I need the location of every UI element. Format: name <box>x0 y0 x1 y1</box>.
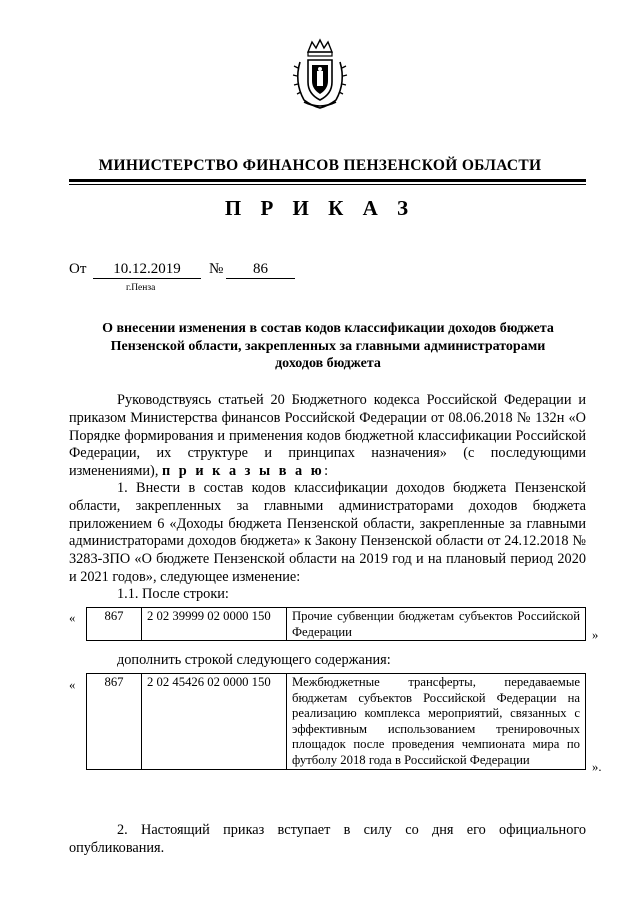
row-after-close-quote: » <box>592 628 599 642</box>
preamble-paragraph <box>69 392 586 481</box>
order-colon: : <box>324 463 329 480</box>
order-title: О внесении изменения в состав кодов классификации доходов бюджета Пензенской области, закрепленных за главными администраторами доходов бюджета <box>102 321 554 371</box>
admin-code-cell: 867 <box>87 674 142 770</box>
row-after-table <box>86 607 586 641</box>
table-row <box>87 608 586 641</box>
row-new-close-quote: ». <box>592 760 602 774</box>
income-name-cell: Межбюджетные трансферты, передаваемые бюджетам субъектов Российской Федерации на реализацию комплекса мероприятий, связанных с эффективным использованием тренировочных площадок после проведения чемпионата мира по футболу 2018 года в Российской Федерации <box>287 674 586 770</box>
income-name-cell: Прочие субвенции бюджетам субъектов Российской Федерации <box>287 608 586 641</box>
preamble-text: Руководствуясь статьей 20 Бюджетного кодекса Российской Федерации и приказом Министерства финансов Российской Федерации от 08.06.2018 № 132н «О Порядке формирования и применения кодов бюджетной классификации Российской Федерации, их структуре и принципах назначения» (с последующими изменениями), <box>69 392 586 480</box>
date-prefix: От <box>69 261 87 277</box>
document-type: П Р И К А З <box>224 196 416 220</box>
order-word: п р и к а з ы в а ю <box>161 463 325 480</box>
row-after-open-quote: « <box>69 611 76 625</box>
item-2-paragraph: 2. Настоящий приказ вступает в силу со дня его официального опубликования. <box>69 822 586 856</box>
number-prefix: № <box>209 261 224 277</box>
order-date: 10.12.2019 <box>93 261 201 279</box>
header-rule-thick <box>69 179 586 182</box>
ministry-name: МИНИСТЕРСТВО ФИНАНСОВ ПЕНЗЕНСКОЙ ОБЛАСТИ <box>98 157 542 174</box>
row-new-table <box>86 673 586 770</box>
city-label: г.Пенза <box>126 283 156 293</box>
admin-code-cell: 867 <box>87 608 142 641</box>
order-number: 86 <box>226 261 295 279</box>
row-new-open-quote: « <box>69 678 76 692</box>
income-code-cell: 2 02 45426 02 0000 150 <box>142 674 287 770</box>
header-rule-thin <box>69 184 586 185</box>
item-1-1-paragraph: 1.1. После строки: <box>117 586 229 602</box>
add-line-paragraph: дополнить строкой следующего содержания: <box>117 652 391 668</box>
table-row <box>87 674 586 770</box>
income-code-cell: 2 02 39999 02 0000 150 <box>142 608 287 641</box>
coat-of-arms-icon <box>290 38 350 110</box>
item-1-paragraph: 1. Внести в состав кодов классификации доходов бюджета Пензенской области, закрепленных за главными администраторами доходов бюджета приложением 6 «Доходы бюджета Пензенской области, закрепленные за главными администраторами доходов бюджета» к Закону Пензенской области от 24.12.2018 № 3283-ЗПО «О бюджете Пензенской области на 2019 год и на плановый период 2020 и 2021 годов», следующее изменение: <box>69 480 586 585</box>
